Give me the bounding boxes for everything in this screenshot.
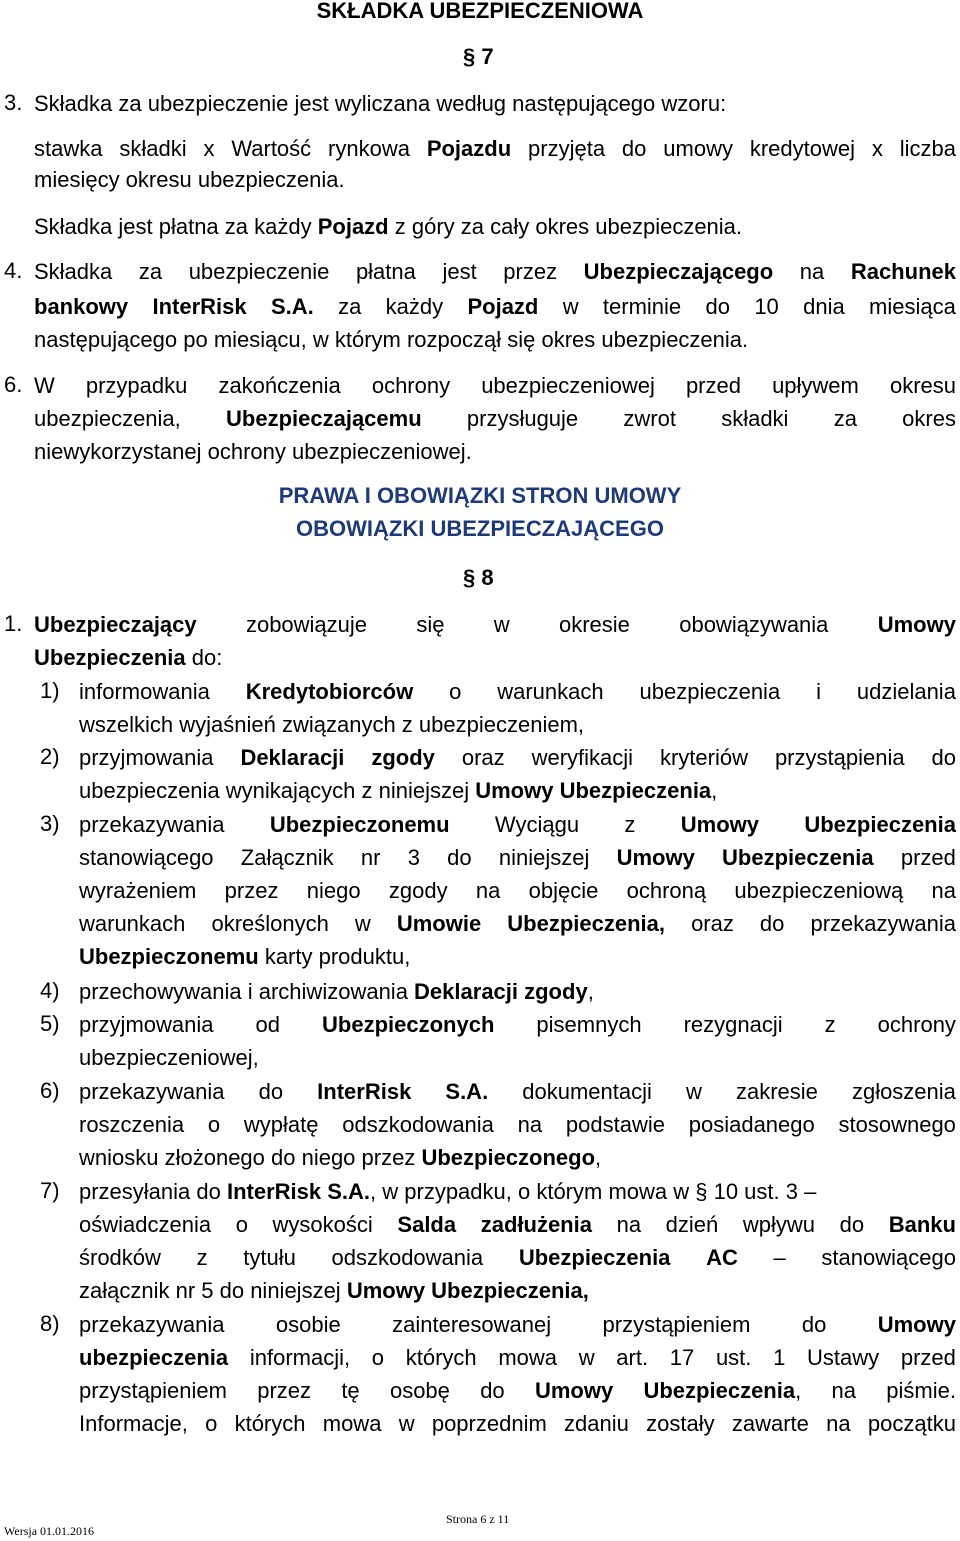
list-item: przyjmowania od Ubezpieczonych pisemnych rezygnacji z ochrony bbox=[79, 1012, 956, 1037]
footer-page-number: Strona 6 z 11 bbox=[446, 1512, 510, 1526]
s8-point-1-number: 1. bbox=[4, 611, 23, 636]
footer-version: Wersja 01.01.2016 bbox=[4, 1524, 95, 1538]
paragraph-3-number: 3. bbox=[4, 90, 23, 115]
paragraph-4-number: 4. bbox=[4, 258, 23, 283]
list-item-number: 4) bbox=[40, 978, 60, 1003]
list-item: przekazywania do InterRisk S.A. dokumentacji w zakresie zgłoszenia bbox=[79, 1079, 956, 1104]
list-item-number: 6) bbox=[40, 1078, 60, 1103]
list-item: informowania Kredytobiorców o warunkach ubezpieczenia i udzielania bbox=[79, 679, 956, 704]
list-item-number: 3) bbox=[40, 811, 60, 836]
list-item-number: 1) bbox=[40, 678, 60, 703]
list-item: przesyłania do InterRisk S.A., w przypadku, o którym mowa w § 10 ust. 3 – bbox=[79, 1179, 817, 1204]
paragraph-6-number: 6. bbox=[4, 372, 23, 397]
list-item: przechowywania i archiwizowania Deklaracji zgody, bbox=[79, 979, 594, 1004]
section-7-marker: § 7 bbox=[463, 44, 494, 69]
paragraph-3-formula: stawka składki x Wartość rynkowa Pojazdu przyjęta do umowy kredytowej x liczba bbox=[34, 136, 956, 161]
list-item: przyjmowania Deklaracji zgody oraz weryfikacji kryteriów przystąpienia do bbox=[79, 745, 956, 770]
list-item-number: 5) bbox=[40, 1011, 60, 1036]
list-item-number: 2) bbox=[40, 744, 60, 769]
heading-insurer-obligations: OBOWIĄZKI UBEZPIECZAJĄCEGO bbox=[296, 516, 664, 541]
section-8-marker: § 8 bbox=[463, 565, 494, 590]
list-item-number: 7) bbox=[40, 1178, 60, 1203]
list-item: przekazywania osobie zainteresowanej przystąpieniem do Umowy bbox=[79, 1312, 956, 1337]
list-item: przekazywania Ubezpieczonemu Wyciągu z Umowy Ubezpieczenia bbox=[79, 812, 956, 837]
section-title: SKŁADKA UBEZPIECZENIOWA bbox=[316, 0, 644, 23]
list-item-number: 8) bbox=[40, 1311, 60, 1336]
heading-rights-obligations: PRAWA I OBOWIĄZKI STRON UMOWY bbox=[278, 483, 682, 508]
